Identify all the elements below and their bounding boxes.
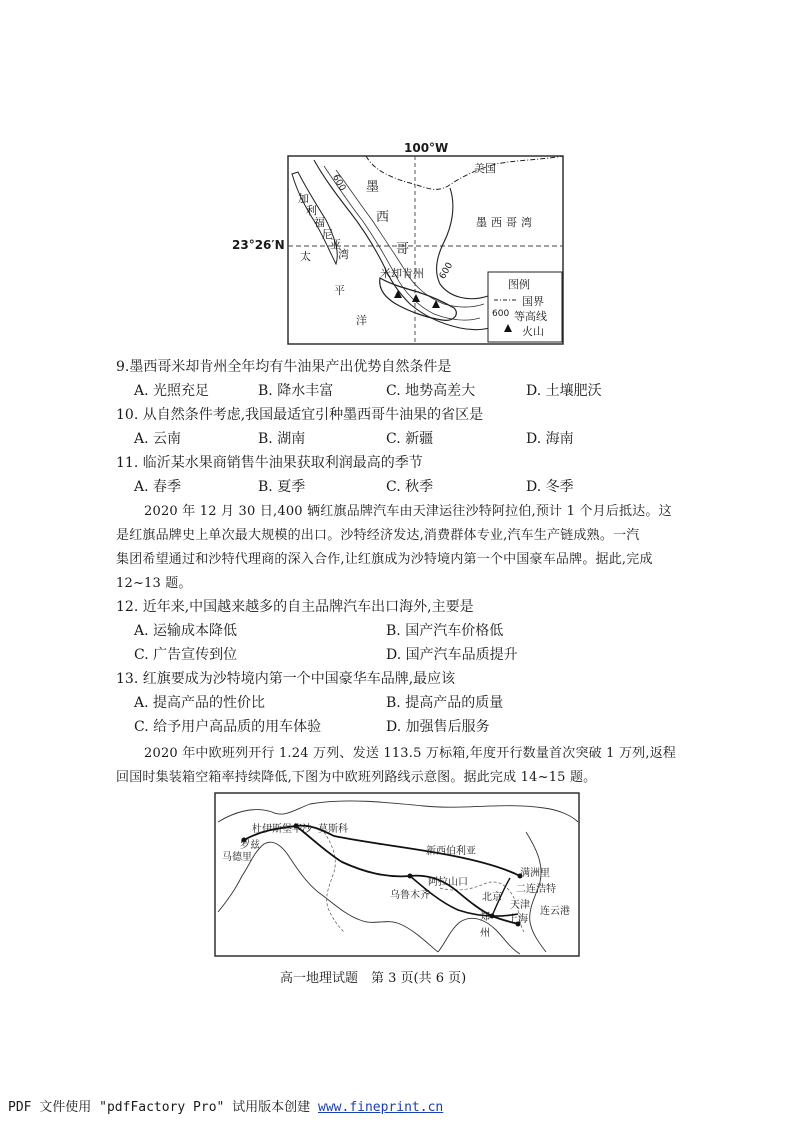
label-gulf: 墨西哥湾	[476, 216, 536, 229]
q10-option-d: D. 海南	[526, 431, 574, 447]
fineprint-link[interactable]: www.fineprint.cn	[318, 1100, 444, 1115]
label-shanghai: 上海	[508, 914, 528, 925]
city-marker	[490, 914, 495, 919]
label-baja-2: 利	[306, 204, 317, 217]
question-13-stem: 13. 红旗要成为沙特境内第一个中国豪华车品牌,最应该	[116, 671, 456, 687]
contour-label-b: 600	[437, 261, 456, 281]
label-baja-3: 福	[314, 216, 325, 229]
label-warsaw: 华沙	[292, 824, 312, 835]
q10-option-b: B. 湖南	[258, 431, 306, 447]
city-marker	[408, 874, 413, 879]
passage-2-line-2: 回国时集装箱空箱率持续降低,下图为中欧班列路线示意图。据此完成 14~15 题。	[116, 770, 597, 785]
label-erenhot: 二连浩特	[516, 884, 556, 895]
label-lianyungang: 连云港	[540, 906, 570, 917]
label-michoacan: 米却肯州	[380, 267, 424, 280]
pdf-note-text: PDF 文件使用 "pdfFactory Pro" 试用版本创建	[8, 1100, 319, 1115]
latitude-label: 23°26′N	[232, 238, 285, 252]
passage-1-line-4: 12~13 题。	[116, 576, 192, 591]
label-mexico-3: 哥	[396, 242, 410, 257]
label-duisburg: 杜伊斯堡	[252, 824, 292, 835]
label-baja-1: 加	[298, 192, 309, 205]
q12-option-c: C. 广告宣传到位	[134, 647, 238, 663]
legend-border-label: 国界	[522, 295, 544, 308]
pdf-creator-note	[8, 1096, 443, 1115]
passage-2-line-1: 2020 年中欧班列开行 1.24 万列、发送 113.5 万标箱,年度开行数量首次突破 1 万列,返程	[144, 746, 677, 761]
label-pacific-1: 太	[300, 250, 311, 263]
q12-option-d: D. 国产汽车品质提升	[386, 647, 518, 663]
q13-option-a: A. 提高产品的性价比	[134, 695, 266, 711]
q13-option-c: C. 给予用户高品质的用车体验	[134, 719, 322, 735]
meridian-label: 100°W	[404, 141, 449, 155]
passage-1-line-2: 是红旗品牌史上单次最大规模的出口。沙特经济发达,消费群体专业,汽车生产链成熟。一汽	[116, 528, 640, 543]
q13-option-b: B. 提高产品的质量	[386, 695, 504, 711]
question-12-stem: 12. 近年来,中国越来越多的自主品牌汽车出口海外,主要是	[116, 599, 474, 615]
label-pacific-3: 洋	[356, 314, 367, 327]
q12-option-b: B. 国产汽车价格低	[386, 623, 504, 639]
q9-option-a: A. 光照充足	[134, 383, 210, 399]
legend-contour-prefix: 600	[492, 309, 510, 319]
passage-1-line-1: 2020 年 12 月 30 日,400 辆红旗品牌汽车由天津运往沙特阿拉伯,预计 1 个月后抵达。这	[144, 504, 672, 519]
q9-option-d: D. 土壤肥沃	[526, 383, 602, 399]
label-lodz: 罗兹	[240, 840, 260, 851]
q9-option-b: B. 降水丰富	[258, 383, 334, 399]
label-madrid: 马德里	[222, 852, 252, 863]
legend-title: 图例	[508, 278, 530, 291]
label-manzhouli: 满洲里	[520, 868, 550, 879]
q11-option-a: A. 春季	[134, 479, 182, 495]
label-novosibirsk: 新西伯利亚	[426, 846, 476, 857]
label-tianjin: 天津	[510, 900, 530, 911]
label-baja-5: 亚	[330, 238, 341, 251]
label-mexico-2: 西	[376, 210, 390, 225]
q12-option-a: A. 运输成本降低	[134, 623, 238, 639]
q11-option-b: B. 夏季	[258, 479, 306, 495]
q10-option-c: C. 新疆	[386, 431, 434, 447]
q11-option-d: D. 冬季	[526, 479, 574, 495]
question-11-stem: 11. 临沂某水果商销售牛油果获取利润最高的季节	[116, 455, 423, 471]
label-mexico-1: 墨	[366, 180, 380, 195]
label-beijing: 北京	[482, 892, 502, 903]
label-alashankou: 阿拉山口	[428, 877, 468, 888]
passage-1-line-3: 集团希望通过和沙特代理商的深入合作,让红旗成为沙特境内第一个中国豪车品牌。据此,完成	[116, 552, 653, 567]
label-usa: 美国	[474, 162, 496, 175]
page-footer: 高一地理试题 第 3 页(共 6 页)	[280, 971, 467, 986]
label-baja-6: 湾	[338, 248, 349, 261]
legend-contour-label: 等高线	[514, 310, 547, 323]
label-zhengzhou-2: 州	[480, 928, 490, 939]
q10-option-a: A. 云南	[134, 431, 182, 447]
q13-option-d: D. 加强售后服务	[386, 719, 490, 735]
question-10-stem: 10. 从自然条件考虑,我国最适宜引种墨西哥牛油果的省区是	[116, 407, 484, 423]
label-moscow: 莫斯科	[318, 824, 348, 835]
legend-volcano-label: 火山	[522, 325, 544, 338]
label-baja-4: 尼	[322, 228, 333, 241]
q11-option-c: C. 秋季	[386, 479, 434, 495]
q9-option-c: C. 地势高差大	[386, 383, 476, 399]
contour-label-a: 600	[329, 173, 348, 193]
question-9-stem: 9.墨西哥米却肯州全年均有牛油果产出优势自然条件是	[116, 359, 452, 375]
label-pacific-2: 平	[334, 284, 345, 297]
label-urumqi: 乌鲁木齐	[390, 890, 430, 901]
label-zhengzhou-1: 郑	[480, 912, 490, 923]
